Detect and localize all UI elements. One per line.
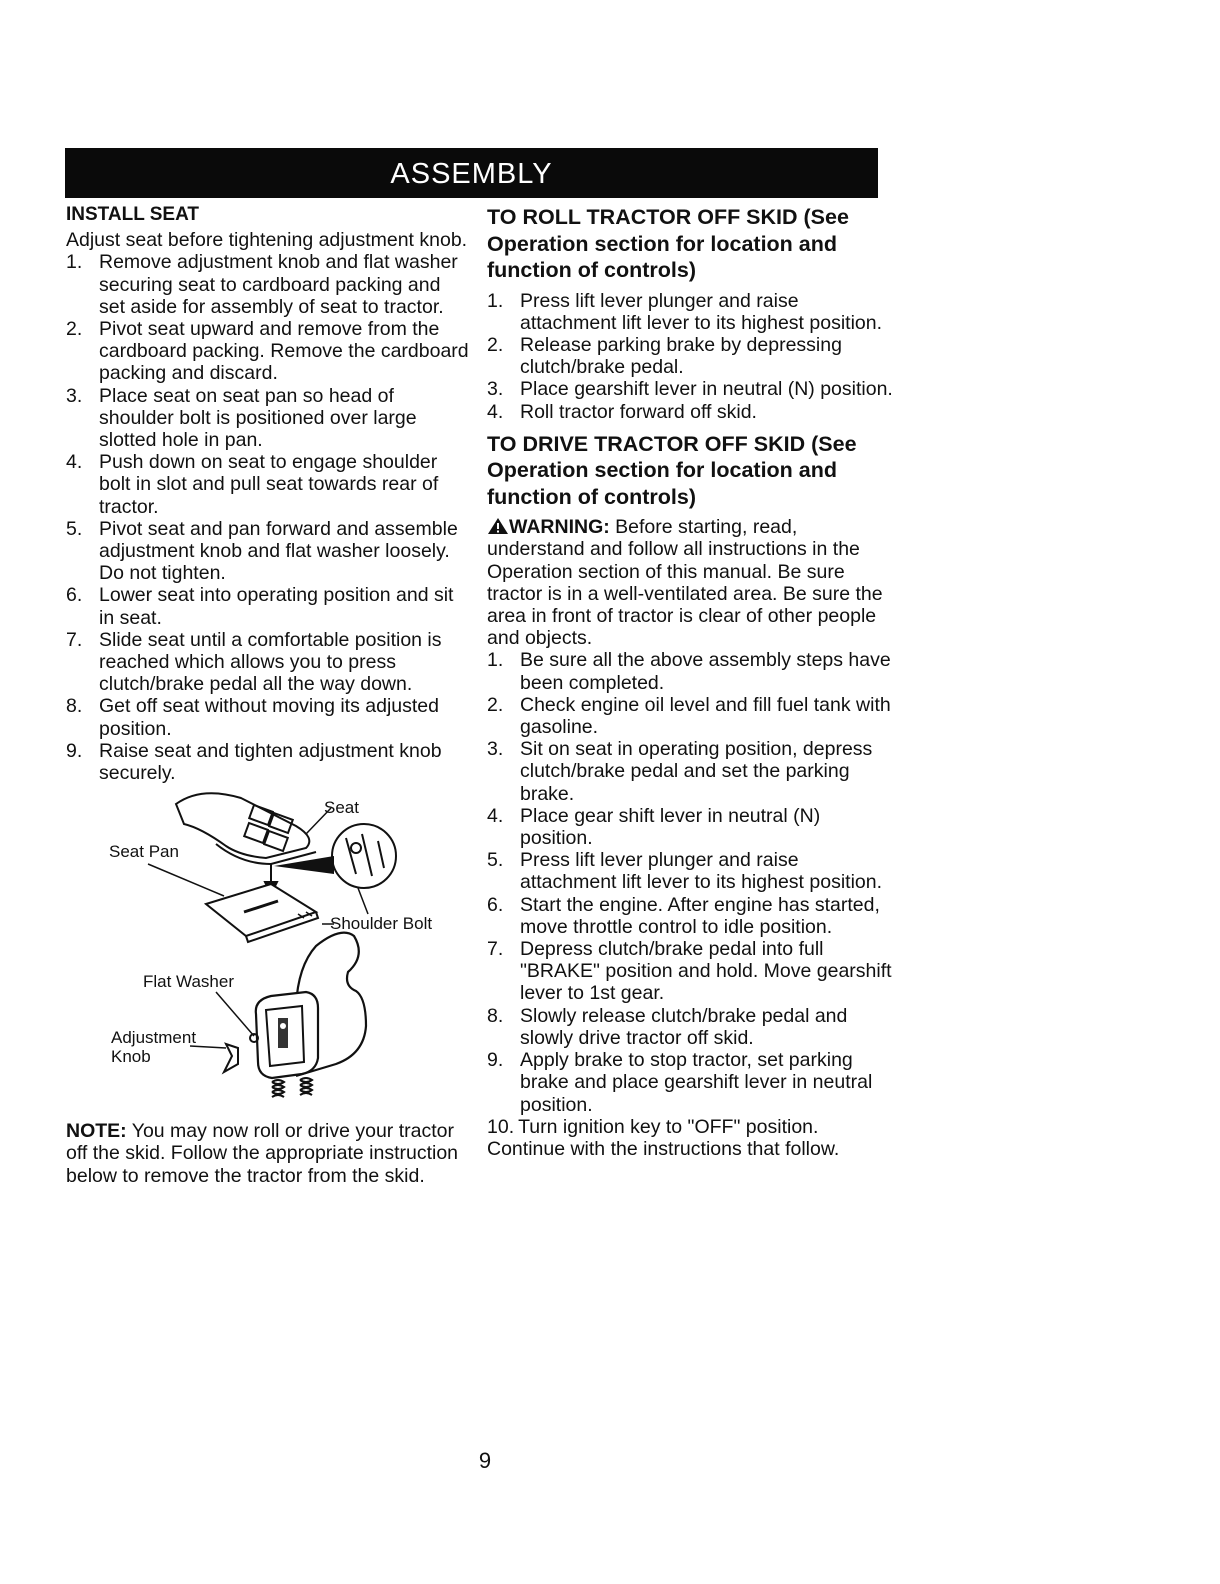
list-item: 6. Start the engine. After engine has started, move throttle control to idle position. <box>487 893 880 938</box>
right-column <box>487 204 897 1160</box>
seat-assembly-figure <box>66 786 466 1118</box>
list-item: 4. Roll tractor forward off skid. <box>487 400 757 423</box>
note-label: NOTE: <box>66 1120 127 1143</box>
list-item: 7. Slide seat until a comfortable position is reached which allows you to press clutch/brake pedal all the way down. <box>66 628 442 696</box>
list-item: 5. Press lift lever plunger and raise attachment lift lever to its highest position. <box>487 849 883 894</box>
note-text: You may now roll or drive your tractor off the skid. Follow the appropriate instruction below to remove the tractor from the skid. <box>66 1120 459 1187</box>
seat-diagram <box>66 786 466 1118</box>
drive-off-heading: TO DRIVE TRACTOR OFF SKID (See Operation section for location and function of controls) <box>487 431 857 509</box>
warning-paragraph <box>487 516 897 649</box>
install-seat-intro: Adjust seat before tightening adjustment knob. <box>66 229 468 252</box>
section-banner <box>65 148 878 198</box>
roll-off-heading: TO ROLL TRACTOR OFF SKID (See Operation section for location and function of controls) <box>487 205 849 282</box>
list-item: 8. Get off seat without moving its adjusted position. <box>66 695 439 740</box>
continue-text: Continue with the instructions that follow. <box>487 1137 840 1160</box>
figure-label-flat-washer: Flat Washer <box>143 972 235 992</box>
list-item: 4. Push down on seat to engage shoulder bolt in slot and pull seat towards rear of tractor. <box>66 451 439 518</box>
list-item: 3. Place gearshift lever in neutral (N) position. <box>487 378 893 401</box>
list-item: 6. Lower seat into operating position and sit in seat. <box>66 584 454 629</box>
figure-label-shoulder-bolt: Shoulder Bolt <box>330 914 433 934</box>
list-item: 1. Remove adjustment knob and flat washer securing seat to cardboard packing and set aside for assembly of seat to tractor. <box>66 251 458 318</box>
list-item: 3. Place seat on seat pan so head of shoulder bolt is positioned over large slotted hole in pan. <box>66 384 417 452</box>
list-item: 9. Apply brake to stop tractor, set parking brake and place gearshift lever in neutral position. <box>487 1049 873 1116</box>
list-item: 4. Place gear shift lever in neutral (N) position. <box>487 804 821 850</box>
figure-label-adjustment: Adjustment <box>111 1028 197 1048</box>
figure-label-seat-pan: Seat Pan <box>109 842 179 862</box>
list-item: 10. Turn ignition key to "OFF" position. <box>487 1115 819 1138</box>
left-column <box>66 204 471 1187</box>
figure-label-knob: Knob <box>111 1047 151 1067</box>
install-seat-steps <box>66 251 471 784</box>
list-item: 2. Check engine oil level and fill fuel tank with gasoline. <box>487 693 891 739</box>
list-item: 8. Slowly release clutch/brake pedal and slowly drive tractor off skid. <box>487 1004 848 1049</box>
drive-off-steps <box>487 649 897 1137</box>
warning-triangle-icon <box>487 517 509 535</box>
list-item: 2. Pivot seat upward and remove from the cardboard packing. Remove the cardboard packing and discard. <box>66 318 469 385</box>
list-item: 5. Pivot seat and pan forward and assemble adjustment knob and flat washer loosely. Do not tighten. <box>66 517 458 585</box>
warning-label: WARNING: <box>509 516 610 539</box>
list-item: 2. Release parking brake by depressing clutch/brake pedal. <box>487 333 842 379</box>
page-number: 9 <box>478 1448 492 1473</box>
banner-title: ASSEMBLY <box>390 158 553 190</box>
figure-label-seat: Seat <box>324 798 359 818</box>
list-item: 7. Depress clutch/brake pedal into full "BRAKE" position and hold. Move gearshift lever to 1st gear. <box>487 938 892 1005</box>
list-item: 1. Press lift lever plunger and raise attachment lift lever to its highest position. <box>487 289 883 334</box>
warning-text: Before starting, read, understand and follow all instructions in the Operation section of this manual. Be sure tractor is in a well-ventilated area. Be sure the area in front of tractor is clear of other people and objects. <box>487 516 883 650</box>
list-item: 3. Sit on seat in operating position, depress clutch/brake pedal and set the parking brake. <box>487 738 873 805</box>
note-paragraph <box>66 1120 471 1187</box>
install-seat-heading: INSTALL SEAT <box>66 204 199 225</box>
list-item: 1. Be sure all the above assembly steps have been completed. <box>487 649 891 694</box>
list-item: 9. Raise seat and tighten adjustment knob securely. <box>66 739 442 785</box>
roll-off-steps <box>487 290 897 423</box>
